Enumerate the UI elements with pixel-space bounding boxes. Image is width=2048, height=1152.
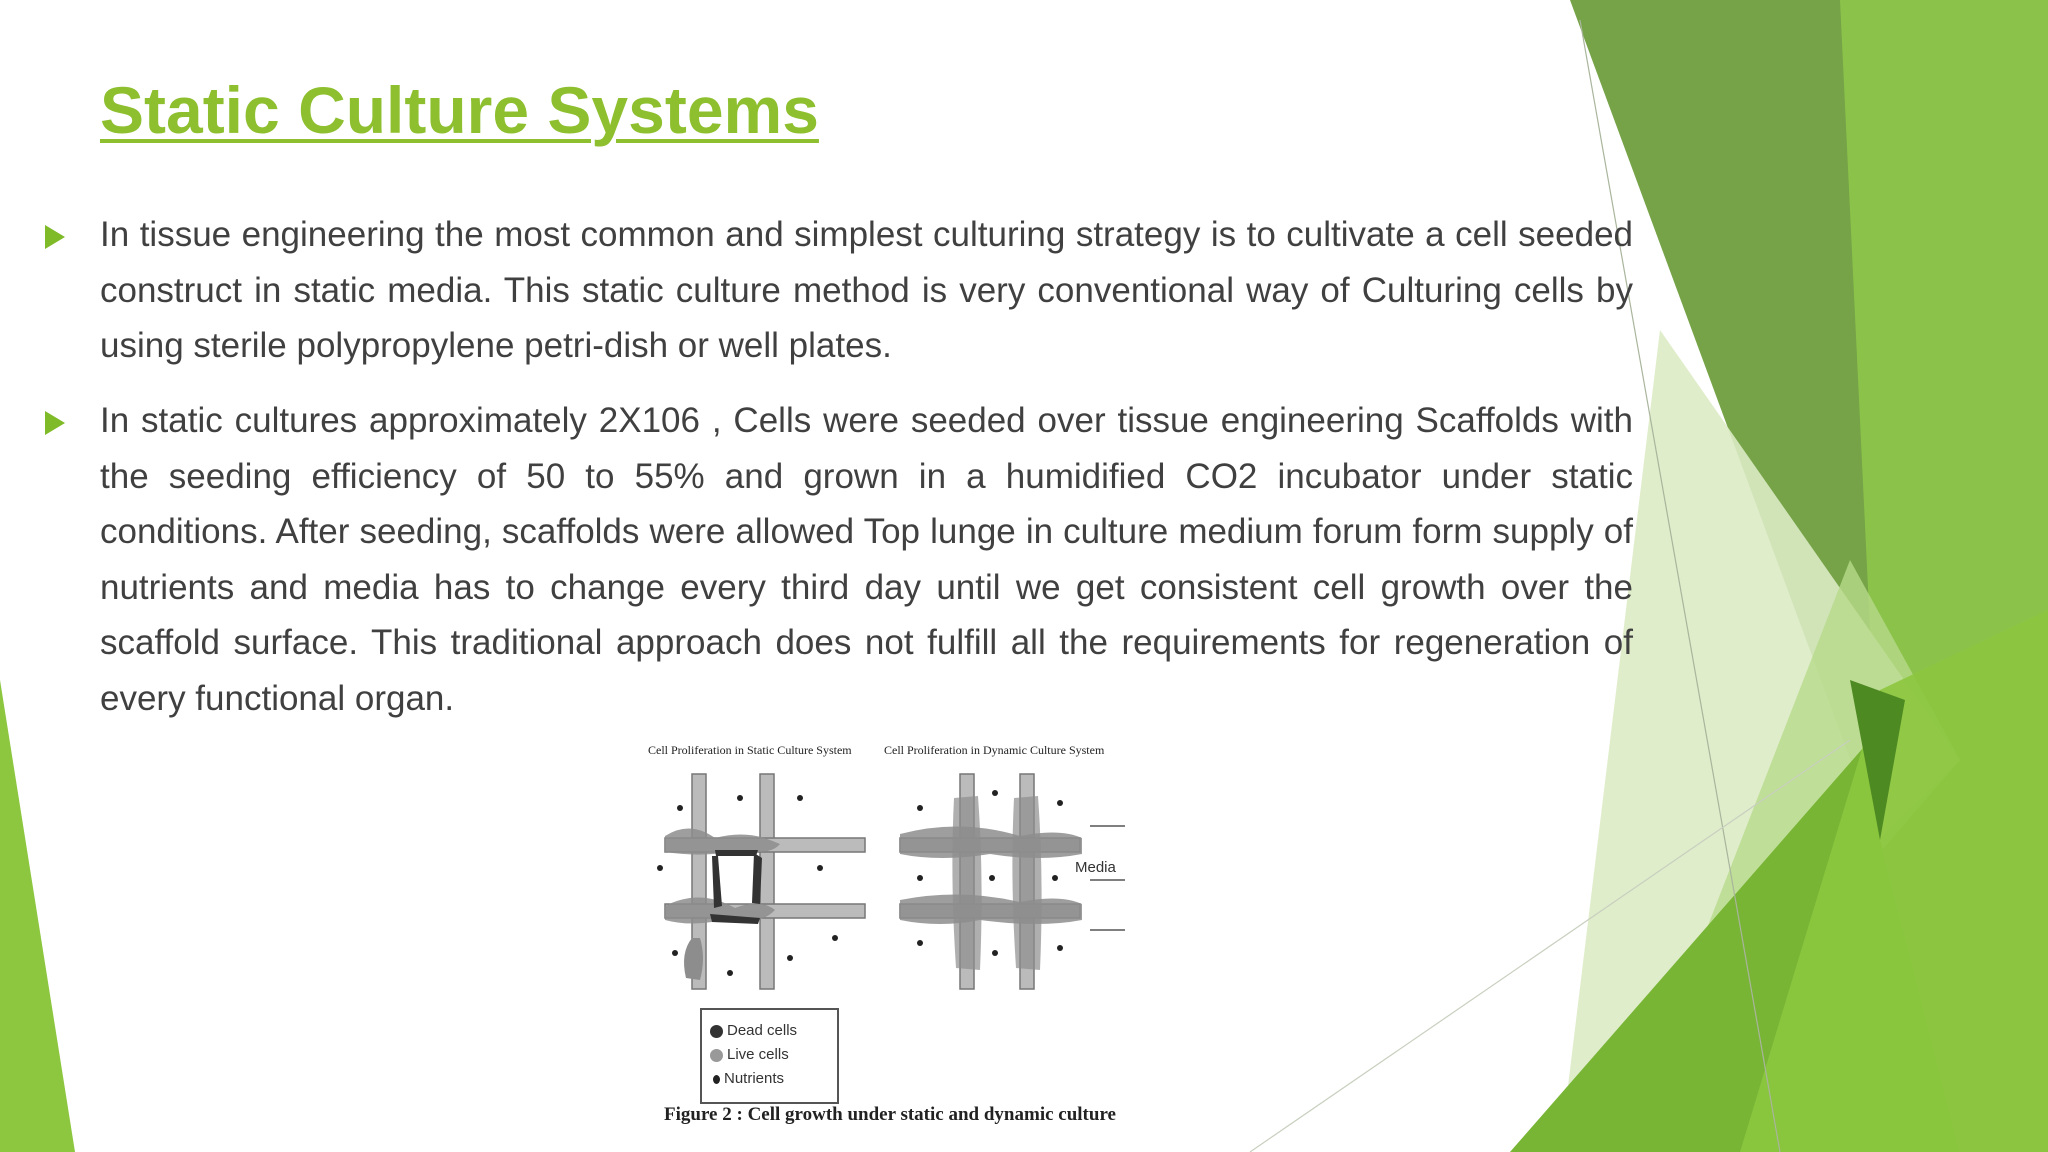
legend-item	[710, 1022, 797, 1039]
slide-title: Static Culture Systems	[100, 73, 819, 147]
figure-caption: Figure 2 : Cell growth under static and dynamic culture	[664, 1104, 1116, 1125]
legend-label: Dead cells	[727, 1022, 798, 1039]
media-label: Media	[1075, 859, 1116, 876]
legend-item	[710, 1070, 784, 1087]
legend-label: Live cells	[727, 1046, 789, 1063]
figure-legend	[700, 1008, 839, 1104]
bullet-text: In static cultures approximately 2X106 , Cells were seeded over tissue engineering Scaffolds with the seeding efficiency of 50 to 55% and grown in a humidified CO2 incubator under static conditions. After seeding, scaffolds were allowed Top lunge in culture medium forum form supply of nutrients and media has to change every third day until we get consistent cell growth over the scaffold surface. This traditional approach does not fulfill all the requirements for regeneration of every functional organ.	[100, 401, 1633, 718]
dynamic-scaffold	[900, 774, 1125, 989]
figure-right-title: Cell Proliferation in Dynamic Culture System	[884, 743, 1105, 757]
dead-cell-icon	[710, 1025, 723, 1038]
triangle-right-icon	[45, 225, 65, 249]
bg-shape-light-left	[0, 680, 75, 1152]
triangle-right-icon	[45, 411, 65, 435]
static-scaffold	[665, 774, 865, 989]
figure-cell-growth	[620, 738, 1160, 1128]
live-cell-icon	[710, 1049, 723, 1062]
legend-item	[710, 1046, 789, 1063]
legend-label: Nutrients	[724, 1070, 785, 1087]
bullet-text: In tissue engineering the most common and simplest culturing strategy is to cultivate a cell seeded construct in static media. This static culture method is very conventional way of Culturing cells by using sterile polypropylene petri-dish or well plates.	[100, 215, 1633, 365]
figure-left-title: Cell Proliferation in Static Culture System	[648, 743, 852, 757]
nutrient-icon	[713, 1075, 720, 1084]
